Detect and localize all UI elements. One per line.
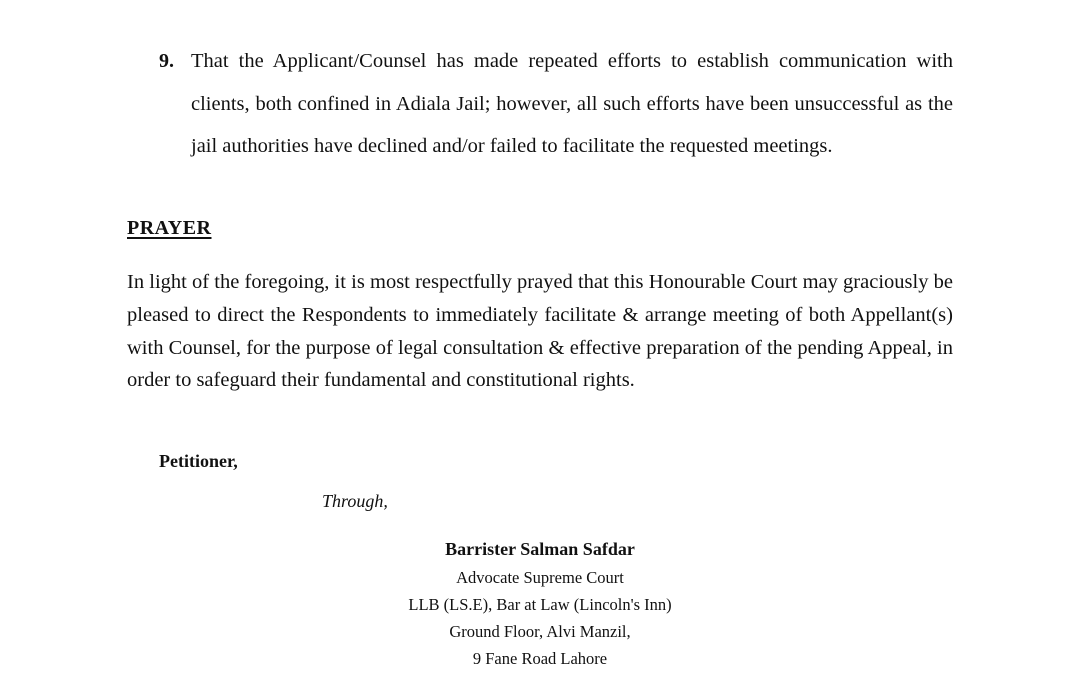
- prayer-paragraph: In light of the foregoing, it is most respectfully prayed that this Honourable Court may graciously be pleased to direct the Respondents to immediately facilitate & arrange meeting of both Appellant(s) with Counsel, for the purpose of legal consultation & effective preparation of the pending Appeal, in order to safeguard their fundamental and constitutional rights.: [127, 271, 953, 392]
- paragraph-number: 9.: [159, 50, 174, 72]
- counsel-designation: Advocate Supreme Court: [456, 568, 624, 587]
- counsel-address-line-2: 9 Fane Road Lahore: [472, 649, 608, 668]
- paragraph-text: That the Applicant/Counsel has made repeated efforts to establish communication with clients, both confined in Adiala Jail; however, all such efforts have been unsuccessful as the jail authorities have declined and/or failed to facilitate the requested meetings.: [191, 50, 953, 157]
- prayer-heading: PRAYER: [127, 217, 212, 239]
- counsel-address-line-1: Ground Floor, Alvi Manzil,: [449, 622, 631, 641]
- numbered-paragraph-9: [159, 40, 953, 168]
- petitioner-label: Petitioner,: [159, 451, 238, 471]
- through-label: Through,: [322, 491, 388, 511]
- counsel-qualifications: LLB (LS.E), Bar at Law (Lincoln's Inn): [408, 595, 672, 614]
- signature-block: [340, 536, 740, 672]
- counsel-name: Barrister Salman Safdar: [445, 539, 635, 559]
